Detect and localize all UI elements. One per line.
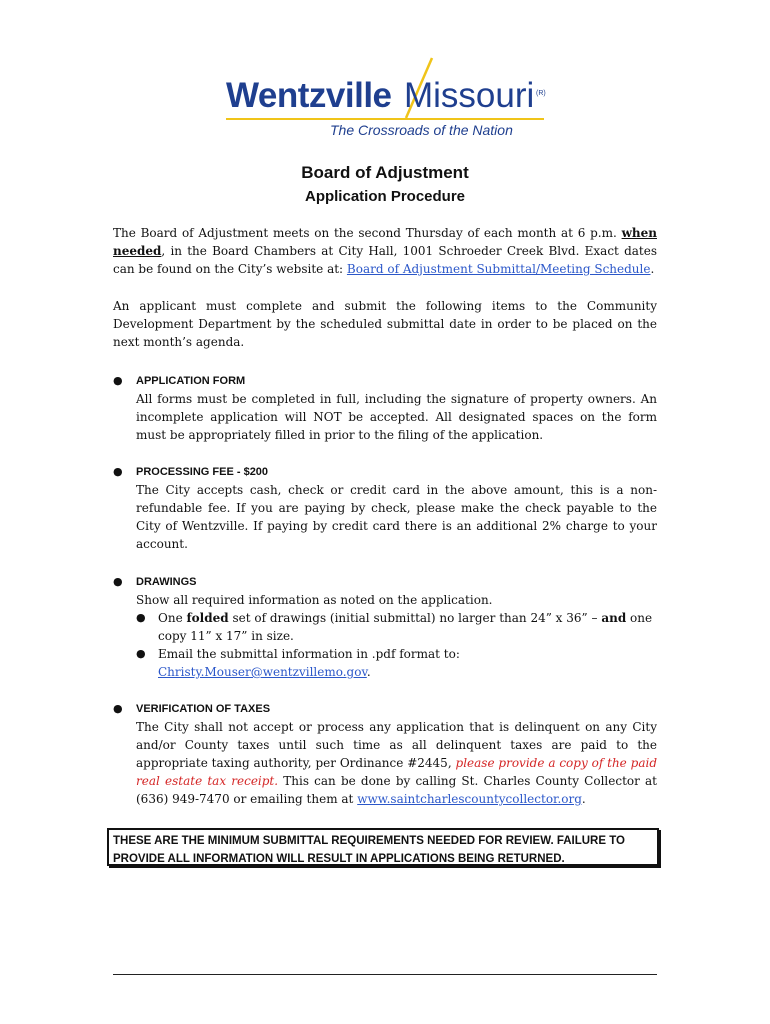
tax-receipt-note: please provide a copy of the paid real estate tax receipt. [136, 756, 658, 788]
and-emphasis: and [601, 611, 627, 625]
when-needed-emphasis: when needed [113, 226, 657, 258]
intro-paragraph [113, 224, 657, 278]
item-heading: DRAWINGS [136, 576, 197, 588]
requirements-notice-box: THESE ARE THE MINIMUM SUBMITTAL REQUIREMENTS NEEDED FOR REVIEW. FAILURE TO PROVIDE ALL INFORMATION WILL RESULT IN APPLICATIONS BEING RETURNED. [107, 828, 659, 866]
page-title: Board of Adjustment [301, 163, 469, 182]
item-heading: APPLICATION FORM [136, 375, 246, 387]
item-body: All forms must be completed in full, including the signature of property owners. An incomplete application will NOT be accepted. All designated spaces on the form must be appropriately filled in prior to the filing of the application. [136, 392, 657, 442]
bullet-icon: ● [113, 465, 123, 478]
registered-mark: (R) [536, 90, 546, 97]
logo-tagline: The Crossroads of the Nation [330, 122, 513, 138]
county-collector-link[interactable]: www.saintcharlescountycollector.org [357, 792, 582, 806]
page-subtitle: Application Procedure [304, 188, 466, 205]
taxes-text: The City shall not accept or process any application that is delinquent on any City and/or County taxes until such time as all delinquent taxes are paid to the appropriate taxing authority, per Ordinance #2445, [136, 720, 657, 770]
sub-text: set of drawings (initial submittal) no larger than 24” x 36” – [232, 611, 598, 625]
intro-text-cont: , in the Board Chambers at City Hall, 1001 Schroeder Creek Blvd. Exact dates can be found on the City’s website at: [113, 244, 657, 276]
item-body [136, 591, 657, 681]
applicant-paragraph: An applicant must complete and submit the following items to the Community Development Department by the scheduled submittal date in order to be placed on the next month’s agenda. [113, 299, 657, 349]
item-body [136, 718, 657, 808]
drawings-intro: Show all required information as noted on the application. [136, 593, 493, 607]
bullet-icon: ● [113, 575, 123, 588]
sub-period: . [366, 665, 371, 679]
item-body: The City accepts cash, check or credit card in the above amount, this is a non-refundable fee. If you are paying by check, please make the check payable to the City of Wentzville. If paying by credit card there is an additional 2% charge to your account. [136, 483, 657, 551]
logo-underline [226, 118, 544, 120]
wentzville-logo [226, 56, 546, 142]
bullet-icon: ● [136, 647, 146, 660]
logo-name-light: Missouri [404, 76, 535, 115]
schedule-link[interactable]: Board of Adjustment Submittal/Meeting Schedule [346, 262, 651, 276]
sub-text: One [158, 611, 183, 625]
intro-period: . [650, 262, 655, 276]
bullet-icon: ● [113, 374, 123, 387]
footer-divider [113, 974, 657, 975]
drawings-subitem-folded [136, 609, 657, 645]
folded-emphasis: folded [186, 611, 229, 625]
bullet-icon: ● [136, 611, 146, 624]
bullet-icon: ● [113, 702, 123, 715]
taxes-text-cont: This can be done by calling St. Charles County Collector at (636) 949-7470 or emailing them at [136, 774, 657, 806]
email-link[interactable]: Christy.Mouser@wentzvillemo.gov [158, 665, 367, 679]
drawings-subitem-email [136, 645, 657, 681]
item-heading: PROCESSING FEE - $200 [136, 466, 269, 478]
intro-text: The Board of Adjustment meets on the second Thursday of each month at 6 p.m. [113, 226, 617, 240]
item-heading: VERIFICATION OF TAXES [136, 703, 271, 715]
taxes-period: . [581, 792, 586, 806]
logo-name-bold: Wentzville [226, 76, 392, 115]
sub-text: Email the submittal information in .pdf format to: [158, 647, 460, 661]
sub-text: one copy 11” x 17” in size. [158, 611, 653, 643]
